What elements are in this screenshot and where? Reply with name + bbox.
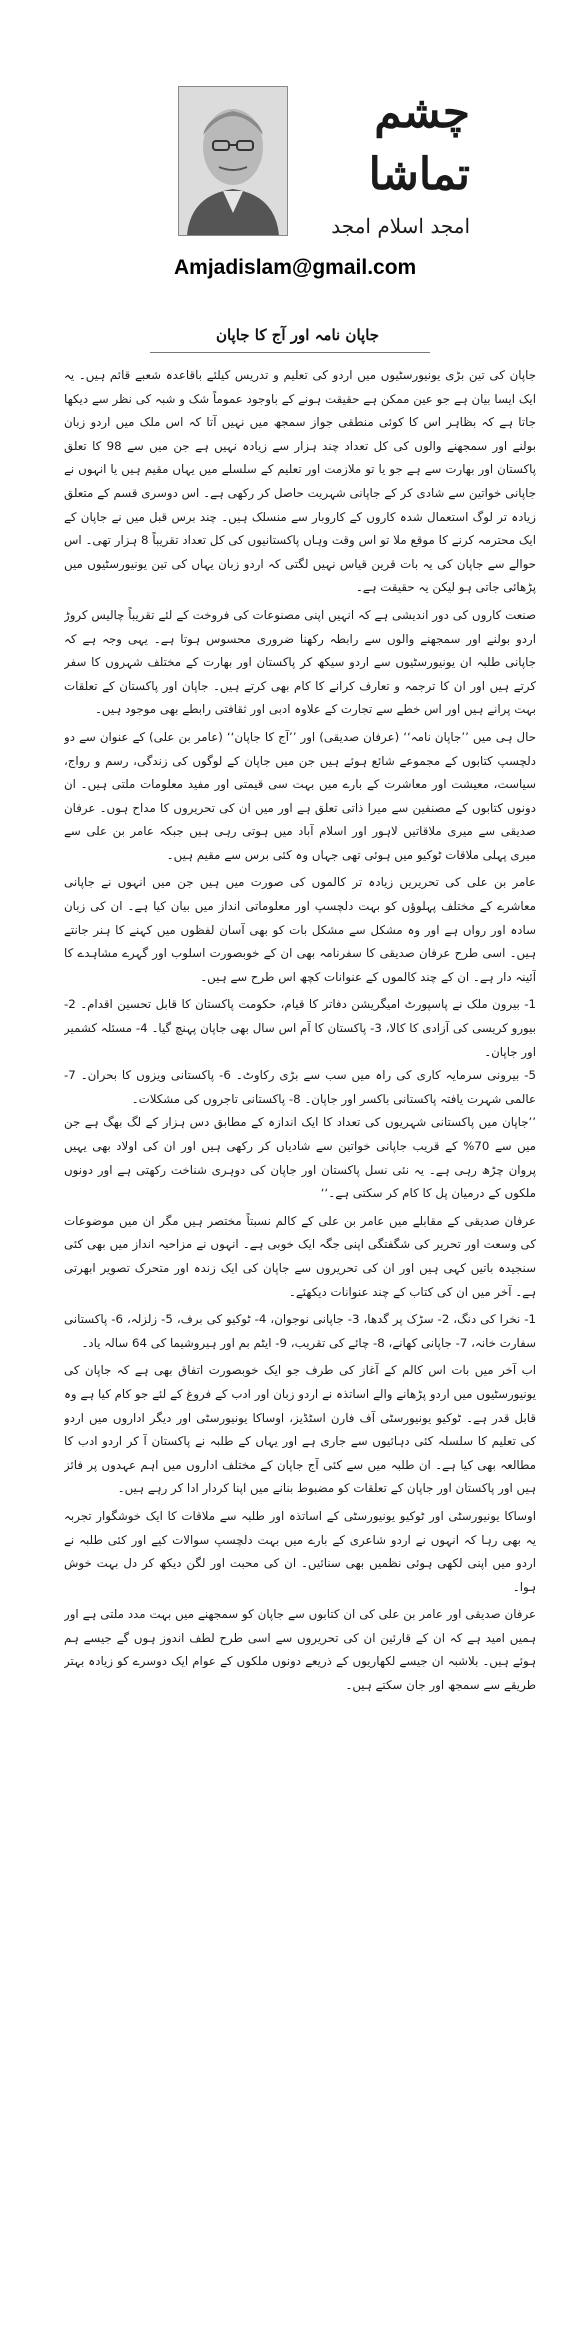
author-portrait [178,86,288,236]
headline-divider [150,352,430,353]
titles-list-item: 5- بیرونی سرمایہ کاری کی راہ میں سب سے بڑی رکاوٹ۔ 6- پاکستانی ویزوں کا بحران۔ 7- عالمی شہرت یافتہ پاکستانی باکسر اور جاپان۔ 8- پاکستانی تاجروں کی مشکلات۔ [64,1068,536,1106]
author-name: امجد اسلام امجد [331,214,470,238]
paragraph: جاپان کی تین بڑی یونیورسٹیوں میں اردو کی تعلیم و تدریس کیلئے باقاعدہ شعبے قائم ہیں۔ یہ ایک ایسا بیان ہے جو عین ممکن ہے حقیقت ہونے کے باوجود عموماً شک و شبہ کی نظر سے دیکھا جاتا ہے کہ بظاہر اس کا کوئی منطقی جواز سمجھ میں نہیں آتا کہ اس ملک میں اردو زبان بولنے اور سمجھنے والوں کی کل تعداد چند ہزار سے زیادہ نہیں ہے جن میں سے 98 کا تعلق پاکستان اور بھارت سے ہے جو یا تو ملازمت اور تعلیم کے سلسلے میں یہاں مقیم ہیں یا انہوں نے جاپانی خواتین سے شادی کر کے جاپانی شہریت حاصل کر رکھی ہے۔ اس دوسری قسم کے متعلق زیادہ تر لوگ استعمال شدہ کاروں کے کاروبار سے منسلک ہیں۔ چند برس قبل میں نے جاپان کے ایک محترمہ کرنے کا موقع ملا تو اس وقت وہاں پاکستانیوں کی کل تعداد تقریباً 8 ہزار تھی۔ اس حوالے سے جاپان کی یہ بات قرین قیاس نہیں لگتی کہ اردو زبان یہاں کی تین یونیورسٹیوں میں پڑھائی جاتی ہو لیکن یہ حقیقت ہے۔ [64,368,536,595]
paragraph: اب آخر میں بات اس کالم کے آغاز کی طرف جو ایک خوبصورت اتفاق بھی ہے کہ جاپان کی یونیورسٹیوں میں اردو پڑھانے والے اساتذہ نے اردو زبان اور ادب کے فروغ کے لئے جو کام کیا ہے وہ قابل قدر ہے۔ ٹوکیو یونیورسٹی آف فارن اسٹڈیز، اوساکا یونیورسٹی اور دیگر اداروں میں اردو کی تعلیم کا سلسلہ کئی دہائیوں سے جاری ہے اور یہاں کے طلبہ نے پاکستان آ کر اردو ادب کا مطالعہ بھی کیا ہے۔ ان طلبہ میں سے کئی آج جاپان کے مختلف اداروں میں اہم عہدوں پر فائز ہیں اور پاکستان اور جاپان کے تعلقات کو مضبوط بنانے میں اپنا کردار ادا کر رہے ہیں۔ [64,1363,536,1496]
author-photo-image [179,87,287,235]
column-masthead [150,66,470,302]
paragraph: صنعت کاروں کی دور اندیشی ہے کہ انہیں اپنی مصنوعات کی فروخت کے لئے تقریباً چالیس کروڑ اردو بولنے اور سمجھنے والوں سے رابطہ رکھنا ضروری محسوس ہوتا ہے۔ یہی وجہ ہے کہ جاپانی طلبہ ان یونیورسٹیوں سے اردو سیکھ کر پاکستان اور بھارت کے مختلف شہروں کا سفر کرتے ہیں اور ان کا ترجمہ و تعارف کرانے کا کام بھی کرتے ہیں۔ جاپان اور پاکستان کے تعلقات بہت پرانے ہیں اور اس خطے سے تجارت کے علاوہ ادبی اور ثقافتی رابطے بھی موجود ہیں۔ [64,607,536,717]
paragraph: عرفان صدیقی اور عامر بن علی کی ان کتابوں سے جاپان کو سمجھنے میں بہت مدد ملتی ہے اور ہمیں امید ہے کہ ان کے قارئین ان کی تحریروں سے اسی طرح لطف اندوز ہوں گے جیسے ہم ہوئے ہیں۔ بلاشبہ ان جیسے لکھاریوں کے ذریعے دونوں ملکوں کے عوام ایک دوسرے کو زیادہ بہتر طریقے سے سمجھ اور جان سکتے ہیں۔ [64,1607,536,1693]
paragraph: عامر بن علی کی تحریریں زیادہ تر کالموں کی صورت میں ہیں جن میں انہوں نے جاپانی معاشرے کے مختلف پہلوؤں کو بہت دلچسپ اور معلوماتی انداز میں بیان کیا ہے۔ ان کی زبان سادہ اور رواں ہے اور وہ مشکل سے مشکل بات کو بھی آسان لفظوں میں کہنے کا ہنر جانتے ہیں۔ اسی طرح عرفان صدیقی کا سفرنامہ بھی ان کے خوبصورت اسلوب اور گہرے مشاہدے کا آئینہ دار ہے۔ ان کے چند کالموں کے عنوانات کچھ اس طرح سے ہیں۔ [64,875,536,984]
titles-list-item: 1- بیرون ملک نے پاسپورٹ امیگریشن دفاتر کا قیام، حکومت پاکستان کا قابل تحسین اقدام۔ 2- بیورو کریسی کی آزادی کا کالا، 3- پاکستان کا آم اس سال بھی جاپان پہنچ گیا۔ 4- مسئلہ کشمیر اور جاپان۔ [64,997,536,1059]
article-headline: جاپان نامہ اور آج کا جاپان [215,326,380,344]
titles-list-item: 1- نخرا کی دنگ، 2- سڑک پر گدھا، 3- جاپانی نوجوان، 4- ٹوکیو کی برف، 5- زلزلہ، 6- پاکستانی سفارت خانہ، 7- جاپانی کھانے، 8- چائے کی تقریب، 9- ایٹم بم اور ہیروشیما کی 64 سالہ یاد۔ [64,1312,536,1350]
column-title: چشم تماشا [368,87,470,200]
block-quote: ’’جاپان میں پاکستانی شہریوں کی تعداد کا ایک اندازہ کے مطابق دس ہزار کے لگ بھگ ہے جن میں سے 70% کے قریب جاپانی خواتین سے شادیاں کر رکھی ہیں اور ان کی اولاد بھی یہیں پروان چڑھ رہی ہے۔ یہ نئی نسل پاکستان اور جاپان کی دوہری شناخت رکھتی ہے اور دونوں ملکوں کے درمیان پل کا کام کر سکتی ہے۔‘‘ [64,1115,536,1201]
paragraph: عرفان صدیقی کے مقابلے میں عامر بن علی کے کالم نسبتاً مختصر ہیں مگر ان میں موضوعات کی وسعت اور تحریر کی شگفتگی اپنی جگہ ایک خوبی ہے۔ انہوں نے مزاحیہ انداز میں بھی کئی سنجیدہ باتیں کہی ہیں اور ان کی تحریروں سے جاپان کی ایک زندہ اور متحرک تصویر ابھرتی ہے۔ آخر میں ان کی کتاب کے چند عنوانات دیکھئے۔ [64,1213,536,1299]
paragraph: اوساکا یونیورسٹی اور ٹوکیو یونیورسٹی کے اساتذہ اور طلبہ سے ملاقات کا ایک خوشگوار تجربہ یہ بھی رہا کہ انہوں نے اردو شاعری کے بارے میں بہت دلچسپ سوالات کیے اور کئی طلبہ نے اردو میں اپنی لکھی ہوئی نظمیں بھی سنائیں۔ ان کی محبت اور لگن دیکھ کر دل بہت خوش ہوا۔ [64,1508,536,1594]
column-title-block [300,68,470,238]
paragraph: حال ہی میں ’’جاپان نامہ‘‘ (عرفان صدیقی) اور ’’آج کا جاپان‘‘ (عامر بن علی) کے عنوان سے دو دلچسپ کتابوں کے مجموعے شائع ہوئے ہیں جن میں جاپان کے لوگوں کی زندگی، رسم و رواج، سیاست، معیشت اور معاشرت کے بارے میں بہت سی قیمتی اور مفید معلومات ملتی ہیں۔ ان دونوں کتابوں کے مصنفین سے میرا ذاتی تعلق ہے اور میں ان کی تحریروں کا مداح ہوں۔ عرفان صدیقی سے میری ملاقاتیں لاہور اور اسلام آباد میں ہوتی رہی ہیں جبکہ عامر بن علی سے میری پہلی ملاقات ٹوکیو میں ہوئی تھی جہاں وہ کئی برس سے مقیم ہیں۔ [64,729,536,862]
author-email: Amjadislam@gmail.com [174,256,417,279]
article-body [64,364,536,2314]
